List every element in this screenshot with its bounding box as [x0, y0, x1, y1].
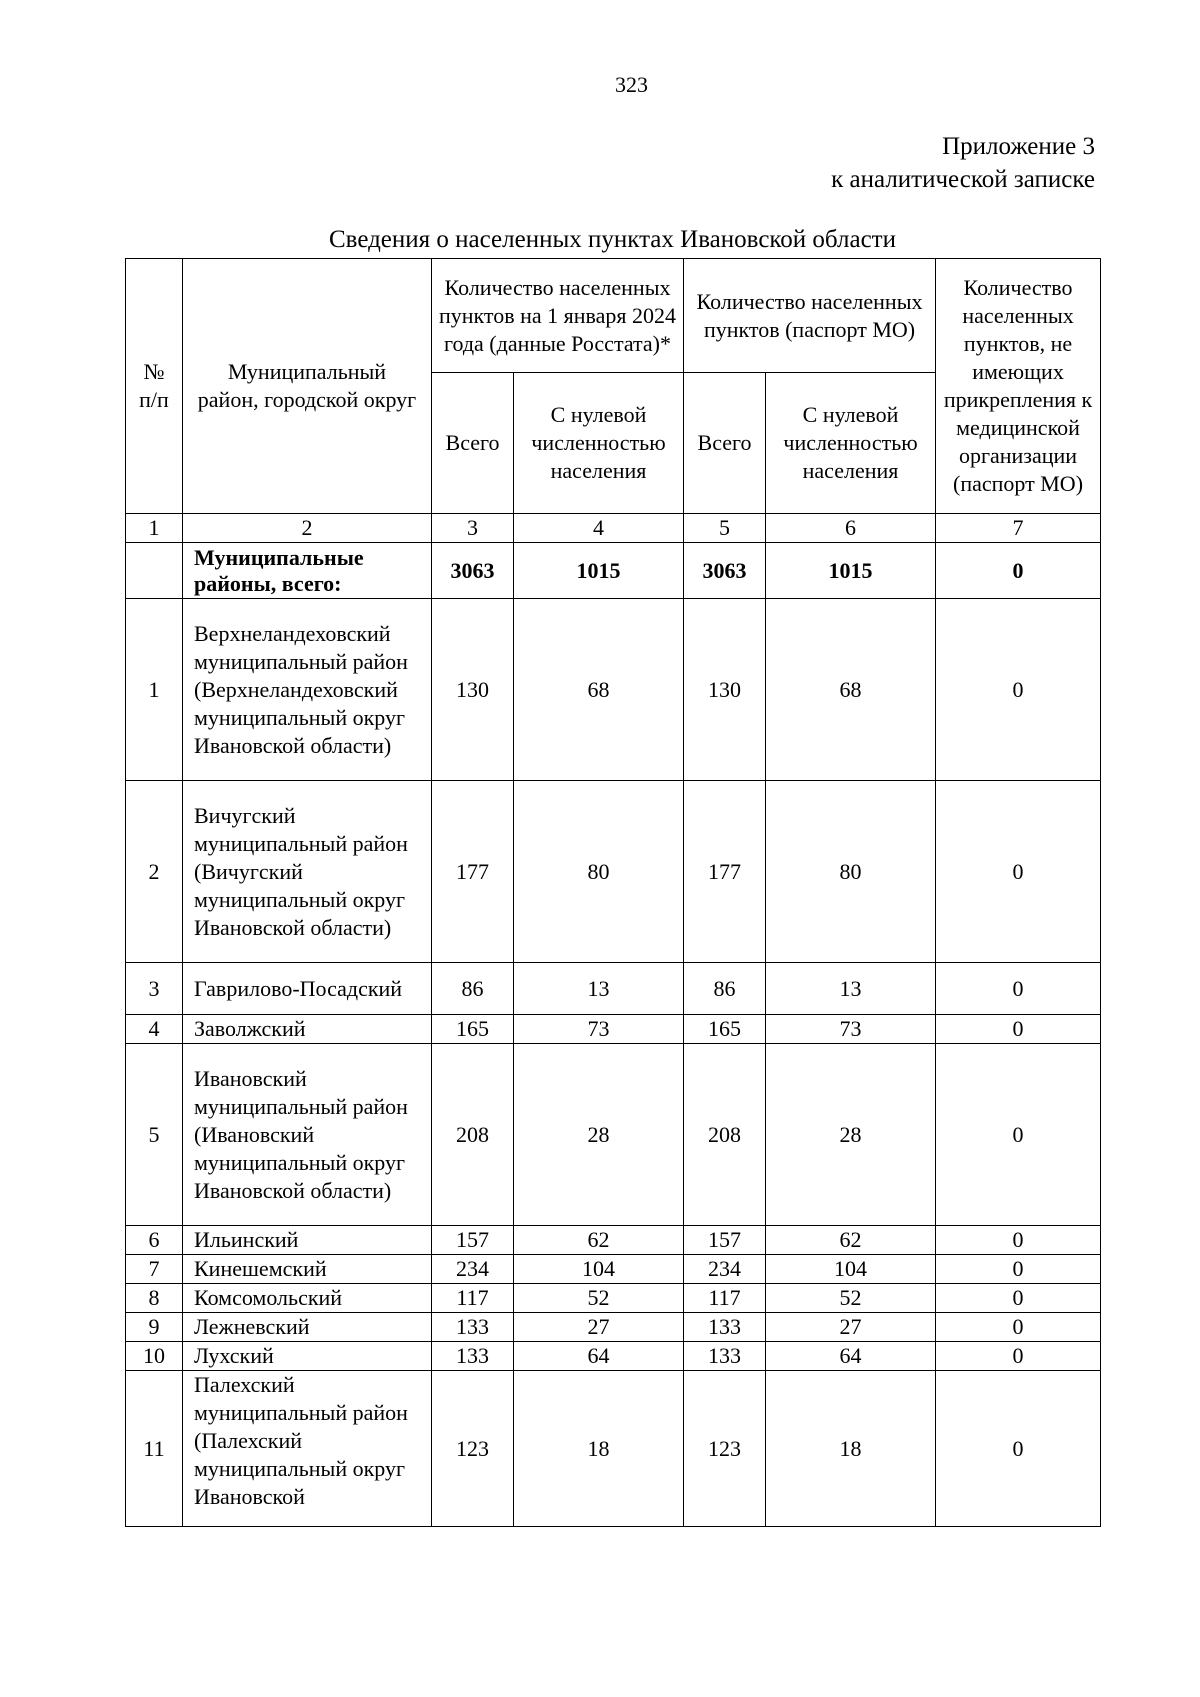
- row-value: 130: [684, 599, 766, 781]
- district-name: Верхнеландеховский муниципальный район (Верхнеландеховский муниципальный округ Ивановской области): [183, 599, 432, 781]
- row-number: 3: [126, 963, 183, 1015]
- district-name: Кинешемский: [183, 1255, 432, 1284]
- header-rosstat-total: Всего: [432, 373, 514, 514]
- header-rosstat-zero: С нулевой численностью населения: [514, 373, 684, 514]
- summary-value: 3063: [684, 543, 766, 599]
- summary-value: 0: [936, 543, 1101, 599]
- header-rosstat: Количество населенных пунктов на 1 января 2024 года (данные Росстата)*: [432, 259, 684, 373]
- row-value: 157: [432, 1226, 514, 1255]
- column-number: 3: [432, 514, 514, 543]
- row-value: 64: [514, 1342, 684, 1371]
- row-value: 0: [936, 599, 1101, 781]
- table-row: [126, 1015, 1101, 1044]
- row-value: 133: [432, 1342, 514, 1371]
- row-value: 62: [514, 1226, 684, 1255]
- row-value: 80: [766, 781, 936, 963]
- row-value: 177: [684, 781, 766, 963]
- row-value: 13: [766, 963, 936, 1015]
- row-number: 1: [126, 599, 183, 781]
- header-passport: Количество населенных пунктов (паспорт МО): [684, 259, 936, 373]
- summary-value: 1015: [766, 543, 936, 599]
- row-value: 123: [684, 1371, 766, 1527]
- row-number: 8: [126, 1284, 183, 1313]
- table-row: [126, 1342, 1101, 1371]
- row-value: 0: [936, 1313, 1101, 1342]
- row-value: 133: [432, 1313, 514, 1342]
- appendix-note: [831, 130, 1095, 196]
- page-number: 323: [615, 72, 648, 97]
- row-value: 234: [684, 1255, 766, 1284]
- row-value: 28: [766, 1044, 936, 1226]
- row-value: 117: [684, 1284, 766, 1313]
- header-num: № п/п: [126, 259, 183, 514]
- column-number: 5: [684, 514, 766, 543]
- district-name: Гаврилово-Посадский: [183, 963, 432, 1015]
- district-name: Ивановский муниципальный район (Ивановский муниципальный округ Ивановской области): [183, 1044, 432, 1226]
- row-value: 13: [514, 963, 684, 1015]
- table-row: [126, 1371, 1101, 1527]
- row-value: 133: [684, 1313, 766, 1342]
- row-number: 2: [126, 781, 183, 963]
- row-value: 18: [766, 1371, 936, 1527]
- district-name: Заволжский: [183, 1015, 432, 1044]
- table-row: [126, 781, 1101, 963]
- row-number: 6: [126, 1226, 183, 1255]
- table-row: [126, 599, 1101, 781]
- row-number: 5: [126, 1044, 183, 1226]
- row-value: 165: [432, 1015, 514, 1044]
- row-value: 68: [514, 599, 684, 781]
- row-value: 52: [766, 1284, 936, 1313]
- row-value: 86: [432, 963, 514, 1015]
- column-numbers-row: [126, 514, 1101, 543]
- row-value: 133: [684, 1342, 766, 1371]
- row-number: 10: [126, 1342, 183, 1371]
- table-row: [126, 1044, 1101, 1226]
- summary-value: 1015: [514, 543, 684, 599]
- row-value: 86: [684, 963, 766, 1015]
- row-value: 52: [514, 1284, 684, 1313]
- row-value: 104: [514, 1255, 684, 1284]
- settlements-table: [125, 258, 1101, 1527]
- column-number: 6: [766, 514, 936, 543]
- table-row: [126, 1313, 1101, 1342]
- row-value: 130: [432, 599, 514, 781]
- row-value: 0: [936, 1255, 1101, 1284]
- row-number: 4: [126, 1015, 183, 1044]
- appendix-line-1: Приложение 3: [942, 133, 1095, 160]
- row-value: 0: [936, 1342, 1101, 1371]
- header-passport-zero: С нулевой численностью населения: [766, 373, 936, 514]
- row-value: 27: [766, 1313, 936, 1342]
- appendix-line-2: к аналитической записке: [831, 166, 1095, 193]
- row-value: 177: [432, 781, 514, 963]
- row-value: 73: [514, 1015, 684, 1044]
- row-value: 165: [684, 1015, 766, 1044]
- table-row: [126, 1226, 1101, 1255]
- column-number: 2: [183, 514, 432, 543]
- row-value: 18: [514, 1371, 684, 1527]
- row-value: 27: [514, 1313, 684, 1342]
- row-value: 0: [936, 1044, 1101, 1226]
- document-title: Сведения о населенных пунктах Ивановской области: [328, 226, 896, 253]
- summary-label: Муниципальные районы, всего:: [183, 543, 432, 599]
- row-value: 117: [432, 1284, 514, 1313]
- district-name: Комсомольский: [183, 1284, 432, 1313]
- column-number: 4: [514, 514, 684, 543]
- row-number: 11: [126, 1371, 183, 1527]
- row-value: 0: [936, 1371, 1101, 1527]
- district-name: Лежневский: [183, 1313, 432, 1342]
- district-name: Палехский муниципальный район (Палехский муниципальный округ Ивановской: [183, 1371, 432, 1527]
- district-name: Ильинский: [183, 1226, 432, 1255]
- table-row: [126, 963, 1101, 1015]
- row-number: 7: [126, 1255, 183, 1284]
- district-name: Вичугский муниципальный район (Вичугский муниципальный округ Ивановской области): [183, 781, 432, 963]
- row-value: 0: [936, 1284, 1101, 1313]
- row-value: 0: [936, 1226, 1101, 1255]
- district-name: Лухский: [183, 1342, 432, 1371]
- header-district: Муниципальный район, городской округ: [183, 259, 432, 514]
- row-value: 208: [432, 1044, 514, 1226]
- row-value: 68: [766, 599, 936, 781]
- table-row: [126, 1255, 1101, 1284]
- row-value: 123: [432, 1371, 514, 1527]
- row-value: 234: [432, 1255, 514, 1284]
- row-value: 104: [766, 1255, 936, 1284]
- row-value: 64: [766, 1342, 936, 1371]
- row-value: 73: [766, 1015, 936, 1044]
- summary-num: [126, 543, 183, 599]
- header-passport-total: Всего: [684, 373, 766, 514]
- row-value: 0: [936, 781, 1101, 963]
- column-number: 1: [126, 514, 183, 543]
- row-value: 62: [766, 1226, 936, 1255]
- row-value: 157: [684, 1226, 766, 1255]
- row-value: 28: [514, 1044, 684, 1226]
- column-number: 7: [936, 514, 1101, 543]
- summary-row: [126, 543, 1101, 599]
- row-value: 208: [684, 1044, 766, 1226]
- row-value: 0: [936, 1015, 1101, 1044]
- table-row: [126, 1284, 1101, 1313]
- row-number: 9: [126, 1313, 183, 1342]
- row-value: 80: [514, 781, 684, 963]
- row-value: 0: [936, 963, 1101, 1015]
- summary-value: 3063: [432, 543, 514, 599]
- header-no-attachment: Количество населенных пунктов, не имеющих прикрепления к медицинской организации (паспорт МО): [936, 259, 1101, 514]
